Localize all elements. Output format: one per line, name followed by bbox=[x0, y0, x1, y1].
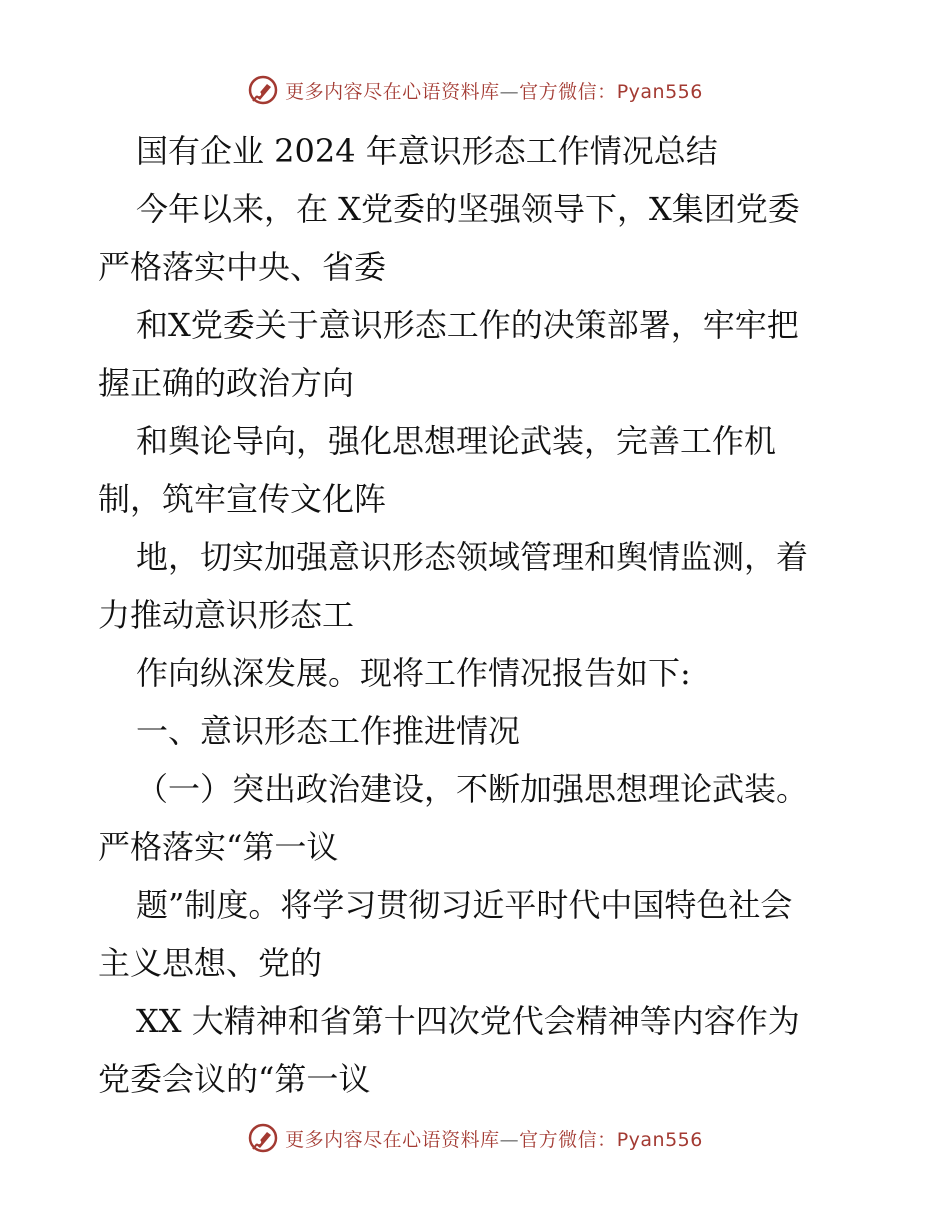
document-line: 握正确的政治方向 bbox=[98, 364, 355, 402]
document-line: 和X党委关于意识形态工作的决策部署，牢牢把 bbox=[136, 306, 799, 344]
document-line: 国有企业 2024 年意识形态工作情况总结 bbox=[136, 132, 718, 170]
document-line: 一、意识形态工作推进情况 bbox=[136, 712, 521, 750]
document-line: XX 大精神和省第十四次党代会精神等内容作为 bbox=[136, 1002, 800, 1040]
pen-nib-logo-icon bbox=[247, 1122, 279, 1154]
watermark-wechat-id: Pyan556 bbox=[616, 1128, 703, 1151]
watermark-main: 更多内容尽在心语资料库 bbox=[285, 80, 500, 103]
document-line: 和舆论导向，强化思想理论武装，完善工作机 bbox=[136, 422, 777, 460]
watermark-sub: 官方微信： bbox=[519, 1128, 617, 1151]
document-line: 党委会议的“第一议 bbox=[98, 1060, 371, 1098]
watermark-separator: — bbox=[499, 80, 520, 103]
watermark-text bbox=[285, 1125, 703, 1152]
document-line: 制，筑牢宣传文化阵 bbox=[98, 480, 387, 518]
watermark-separator: — bbox=[499, 1128, 520, 1151]
document-body bbox=[98, 122, 868, 1108]
watermark-sub: 官方微信： bbox=[519, 80, 617, 103]
document-line: 地，切实加强意识形态领域管理和舆情监测，着 bbox=[136, 538, 809, 576]
pen-nib-logo-icon bbox=[247, 74, 279, 106]
document-line: 严格落实“第一议 bbox=[98, 828, 339, 866]
document-line: 今年以来，在 X党委的坚强领导下，X集团党委 bbox=[136, 190, 800, 228]
watermark-banner-bottom bbox=[0, 1118, 950, 1158]
watermark-text bbox=[285, 77, 703, 104]
document-line: （一）突出政治建设，不断加强思想理论武装。 bbox=[136, 770, 809, 808]
document-line: 力推动意识形态工 bbox=[98, 596, 355, 634]
watermark-banner-top bbox=[0, 70, 950, 110]
document-line: 作向纵深发展。现将工作情况报告如下: bbox=[136, 654, 691, 692]
document-line: 主义思想、党的 bbox=[98, 944, 323, 982]
document-line: 题”制度。将学习贯彻习近平时代中国特色社会 bbox=[136, 886, 793, 924]
document-line: 严格落实中央、省委 bbox=[98, 248, 387, 286]
watermark-main: 更多内容尽在心语资料库 bbox=[285, 1128, 500, 1151]
watermark-wechat-id: Pyan556 bbox=[616, 80, 703, 103]
